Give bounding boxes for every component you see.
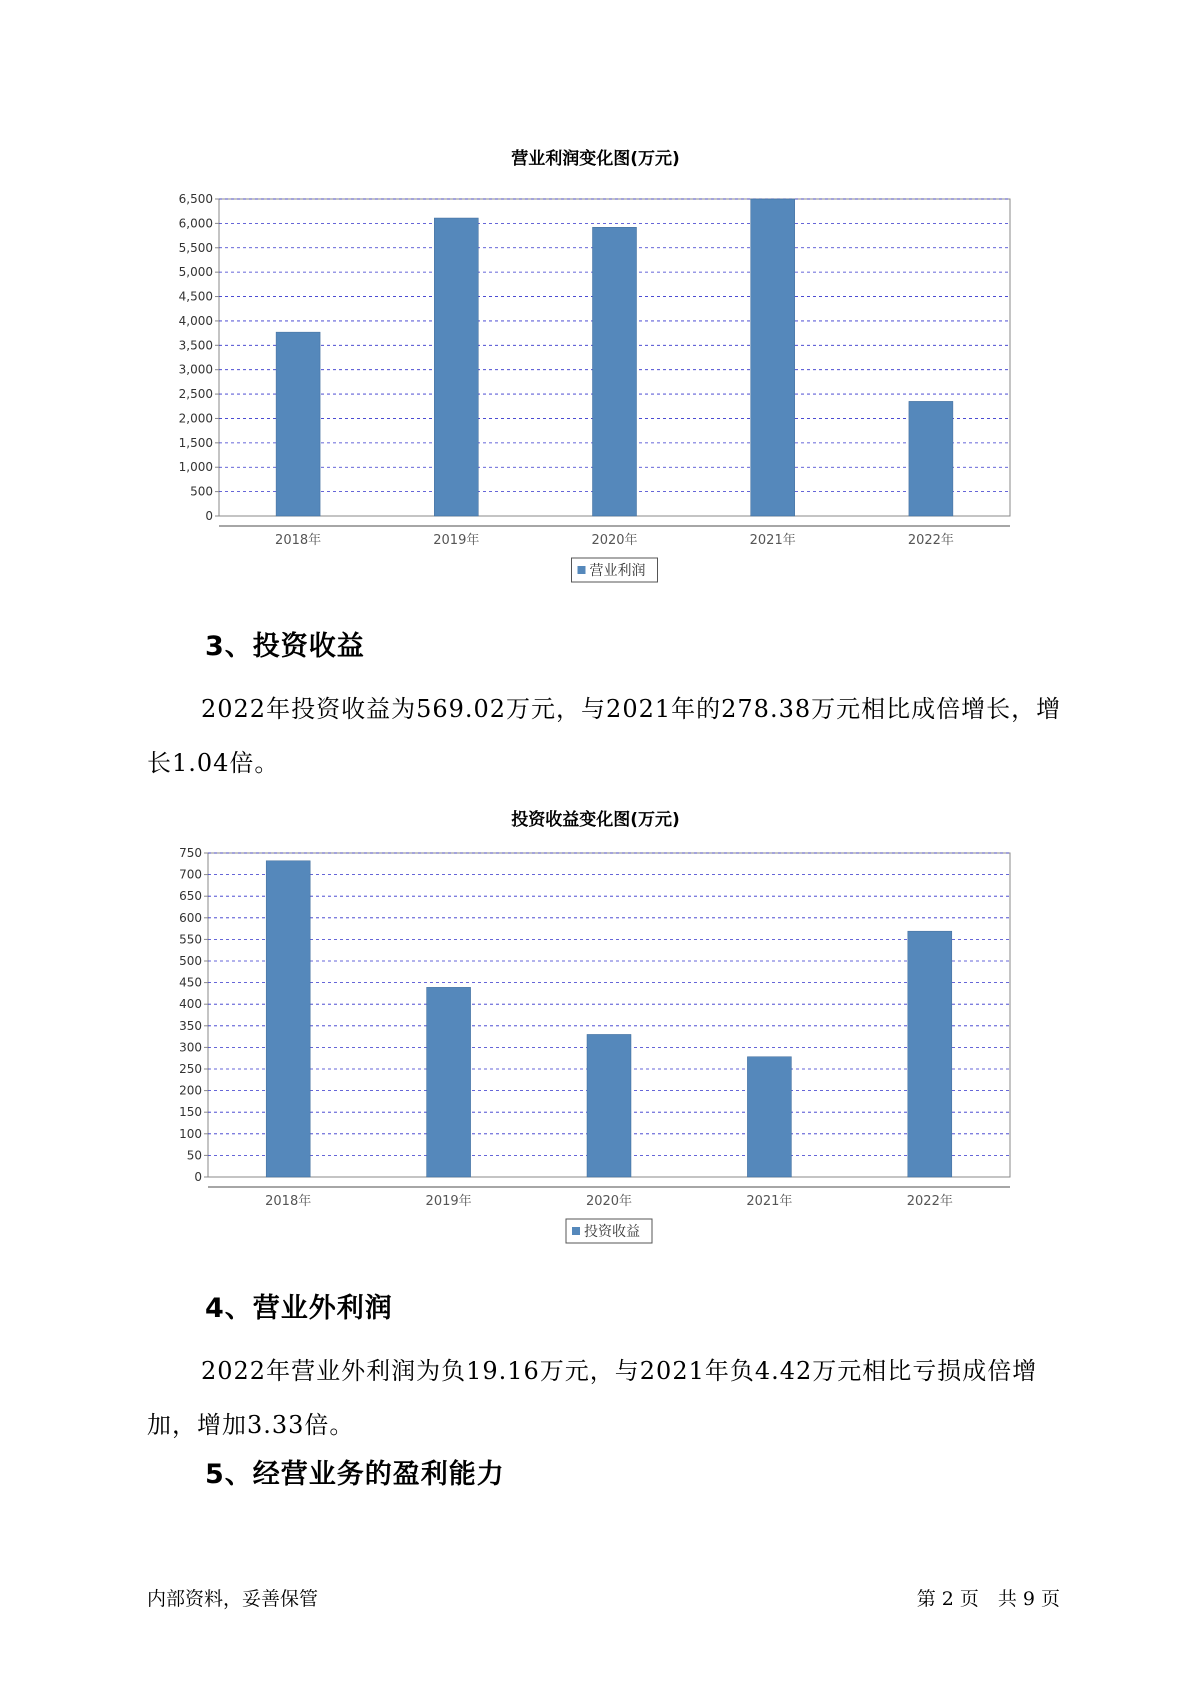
y-tick-label: 6,500 — [178, 192, 213, 206]
y-tick-label: 500 — [179, 954, 202, 968]
x-tick-label: 2021年 — [746, 1194, 793, 1209]
y-tick-label: 400 — [179, 997, 202, 1012]
x-tick-label: 2019年 — [425, 1194, 472, 1209]
bar — [434, 218, 478, 516]
y-tick-label: 4,000 — [178, 313, 213, 328]
legend-label: 营业利润 — [589, 563, 646, 579]
y-tick-label: 200 — [179, 1083, 202, 1098]
page-suffix: 页 — [1040, 1588, 1060, 1610]
y-tick-label: 0 — [205, 509, 213, 523]
chart2-title: 投资收益变化图(万元) — [511, 810, 680, 830]
y-tick-label: 3,000 — [178, 362, 213, 377]
y-tick-label: 2,000 — [178, 411, 213, 426]
chart1-title: 营业利润变化图(万元) — [511, 149, 680, 169]
page-number: 2 — [941, 1588, 954, 1610]
y-tick-label: 250 — [179, 1062, 202, 1076]
x-tick-label: 2021年 — [749, 533, 796, 548]
bar — [427, 987, 471, 1177]
y-tick-label: 300 — [179, 1040, 202, 1055]
page-prefix: 第 — [916, 1588, 936, 1610]
legend-swatch — [572, 1227, 580, 1235]
y-tick-label: 5,000 — [178, 265, 213, 280]
y-tick-label: 1,500 — [178, 435, 213, 450]
page-mid: 页 共 — [959, 1588, 1017, 1610]
x-tick-label: 2022年 — [907, 533, 954, 548]
x-tick-label: 2020年 — [591, 533, 638, 548]
y-tick-label: 750 — [179, 846, 202, 860]
bar — [909, 401, 953, 516]
y-tick-label: 650 — [179, 889, 202, 904]
x-tick-label: 2018年 — [275, 533, 322, 548]
y-tick-label: 2,500 — [178, 387, 213, 402]
legend-label: 投资收益 — [584, 1224, 640, 1240]
y-tick-label: 4,500 — [178, 289, 213, 304]
section3-text: 2022年投资收益为569.02万元，与2021年的278.38万元相比成倍增长，增长1.04倍。 — [147, 695, 1062, 777]
legend-swatch — [578, 566, 586, 574]
y-tick-label: 350 — [179, 1018, 202, 1033]
bar — [587, 1034, 631, 1177]
x-tick-label: 2019年 — [433, 533, 480, 548]
bar — [908, 931, 952, 1177]
section4-heading: 4、营业外利润 — [205, 1293, 393, 1324]
y-tick-label: 450 — [179, 975, 202, 990]
y-tick-label: 6,000 — [178, 216, 213, 231]
page-total: 9 — [1022, 1588, 1035, 1610]
operating-profit-chart — [0, 180, 1191, 600]
bar — [751, 199, 795, 516]
section5-heading: 5、经营业务的盈利能力 — [205, 1459, 505, 1490]
bar — [276, 332, 320, 516]
bar — [266, 861, 310, 1177]
y-tick-label: 150 — [179, 1105, 202, 1120]
y-tick-label: 5,500 — [178, 240, 213, 255]
x-tick-label: 2018年 — [265, 1194, 312, 1209]
y-tick-label: 550 — [179, 932, 202, 947]
y-tick-label: 50 — [186, 1148, 202, 1163]
section4-text: 2022年营业外利润为负19.16万元，与2021年负4.42万元相比亏损成倍增加，增加3.33倍。 — [147, 1357, 1038, 1439]
y-tick-label: 700 — [179, 867, 202, 882]
y-tick-label: 100 — [179, 1126, 202, 1141]
y-tick-label: 3,500 — [178, 338, 213, 353]
y-tick-label: 1,000 — [178, 460, 213, 475]
y-tick-label: 0 — [194, 1170, 202, 1184]
section3-heading: 3、投资收益 — [205, 631, 365, 662]
bar — [593, 227, 637, 516]
x-tick-label: 2022年 — [906, 1194, 953, 1209]
footer-confidential-note: 内部资料，妥善保管 — [147, 1588, 319, 1610]
y-tick-label: 500 — [190, 484, 213, 499]
x-tick-label: 2020年 — [585, 1194, 633, 1209]
investment-income-chart — [0, 840, 1191, 1260]
bar — [747, 1057, 791, 1177]
y-tick-label: 600 — [179, 910, 202, 925]
footer-page-indicator — [914, 1584, 1063, 1611]
